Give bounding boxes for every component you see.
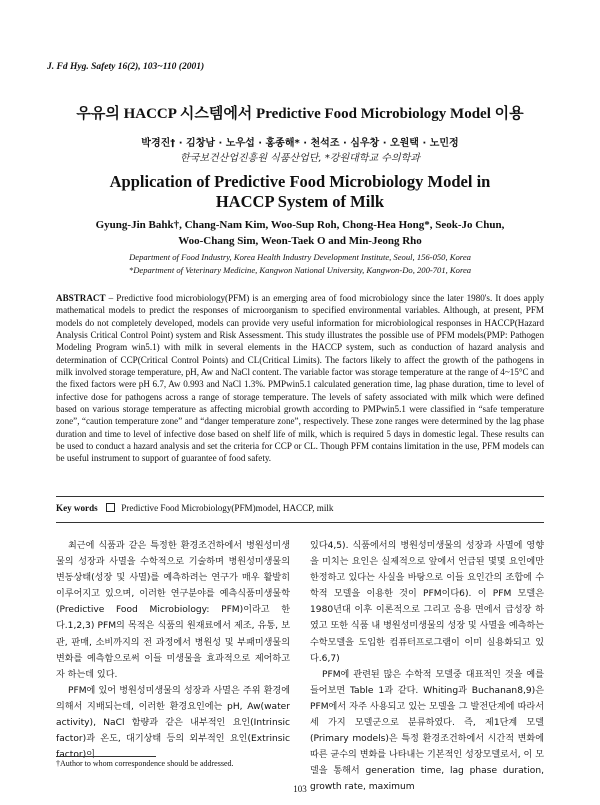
abstract-heading: ABSTRACT [56, 293, 106, 303]
english-authors-line2: Woo-Chang Sim, Weon-Taek O and Min-Jeong Rho [178, 235, 422, 247]
body-paragraph: PFM에 있어 병원성미생물의 성장과 사멸은 주위 환경에 의해서 지배되는데, 이러한 환경요인에는 pH, Aw(water activity), NaCl 함량과 같은 내부적인 요인(Intrinsic factor)과 온도, 대기상태 등의 외부적인 요인(Extrinsic factor)이 [56, 685, 290, 761]
abstract [56, 292, 544, 465]
korean-authors: 박경진† · 김창남 · 노우섭 · 홍종해* · 천석조 · 심우창 · 오원택 · 노민정 [141, 138, 459, 149]
korean-affiliation: 한국보건산업진흥원 식품산업단, *강원대학교 수의학과 [180, 153, 420, 164]
english-title [60, 172, 540, 212]
keywords-bottom-rule [56, 522, 544, 523]
english-authors [60, 217, 540, 249]
english-title-line2: HACCP System of Milk [215, 192, 385, 211]
footnote-rule [56, 756, 156, 757]
english-authors-line1: Gyung-Jin Bahk†, Chang-Nam Kim, Woo-Sup Roh, Chong-Hea Hong*, Seok-Jo Chun, [95, 219, 505, 231]
body-paragraph: PFM에 관련된 많은 수학적 모델중 대표적인 것을 예를 들어보면 Table 1과 같다. Whiting과 Buchanan8,9)은 PFM에서 자주 사용되고 있는 모델을 그 발전단계에 따라서 세 가지 모델군으로 분류하였다. 즉, 제1단계 모델(Primary models)은 특정 환경조건하에서 시간적 변화에 따른 균수의 변화를 나타내는 기본적인 성장모델로서, 이 모델을 통해서 generation time, lag phase duration, growth rate, maximum [310, 669, 544, 793]
body-paragraph: 있다4,5). 식품에서의 병원성미생물의 성장과 사멸에 영향을 미치는 요인은 실제적으로 앞에서 언급된 몇몇 요인에만 한정하고 있다는 사실을 바탕으로 이들 요인간의 조합에 수학적 모델을 이용한 것이 PFM이다6). 이 PFM 모델은 1980년대 이후 이론적으로 그리고 응용 면에서 급성장 하였고 또한 식품 내 병원성미생물의 성장 및 사멸을 예측하는 수학모델을 도입한 컴퓨터프로그램이 이미 실용화되고 있다.6,7) [310, 541, 544, 664]
english-affiliations [40, 251, 560, 277]
body-column-right [310, 538, 544, 796]
keywords [56, 503, 544, 513]
journal-citation: J. Fd Hyg. Safety 16(2), 103~110 (2001) [47, 62, 205, 72]
affiliation-1: Department of Food Industry, Korea Health Industry Development Institute, Seoul, 156-050, Korea [129, 252, 471, 262]
english-title-line1: Application of Predictive Food Microbiology Model in [109, 172, 491, 191]
keywords-heading: Key words [56, 503, 98, 513]
korean-title: 우유의 HACCP 시스템에서 Predictive Food Microbiology Model 이용 [76, 106, 524, 122]
keywords-top-rule [56, 496, 544, 497]
footnote: †Author to whom correspondence should be addressed. [56, 759, 234, 768]
abstract-text: – Predictive food microbiology(PFM) is an emerging area of food microbiology since the later 1980's. It does apply mathematical models to predict the responses of microorganism to specified environmental variables. Although, at present, PFM models do not completely developed, models can provide very useful information for microbiological responses in HACCP(Hazard Analysis Critical Control Point) system and Risk Assessment. This study illustrates the possible use of PFM models(PMP: Pathogen Modeling Program win5.1) with milk in several elements in the HACCP system, such as conduction of hazard analysis and determination of CCP(Critical Control Points) and CL(Critical Limits). The factors likely to affect the growth of the pathogens in milk involved storage temperature, pH, Aw and NaCl content. The variable factor was storage temperature at the range of 4~15°C and the fixed factors were pH 6.7, Aw 0.993 and NaCl 1.3%. PMPwin5.1 calculated generation time, lag phase duration, time to level of infective dose for pathogens across a range of storage temperature. The levels of safety associated with milk which were defined based on various storage temperature as affecting microbial growth according to PMPwin5.1 were classified in “safe temperature zone”, “caution temperature zone” and “danger temperature zone”, respectively. These zone ranges were determined by the lag phase duration and time to level of infective dose based on shelf life of milk, which is required 5 days in domestic legal. These results can be used to conduct a hazard analysis and set the criteria for CCP or CL. Though PFM contains limitation in the use, PFM models can be useful instrument to support of guarantee of food safety. [56, 293, 544, 464]
body-paragraph: 최근에 식품과 같은 특정한 환경조건하에서 병원성미생물의 성장과 사멸을 수학적으로 기술하며 병원성미생물의 변동상태(성장 및 사멸)를 예측하려는 연구가 매우 활발히 이루어지고 있으며, 이러한 연구분야를 예측식품미생물학(Predictive Food Microbiology: PFM)이라고 한다.1,2,3) PFM의 목적은 식품의 원재료에서 제조, 유통, 보관, 판매, 소비까지의 전 과정에서 병원성 및 부패미생물의 변화를 예측함으로써 이들 미생물을 효과적으로 제어하고자 하는데 있다. [56, 541, 290, 680]
checkbox-square-icon [106, 503, 115, 512]
body-column-left [56, 538, 290, 763]
affiliation-2: *Department of Veterinary Medicine, Kangwon National University, Kangwon-Do, 200-701, Korea [128, 265, 472, 275]
page-number: 103 [293, 784, 307, 794]
keywords-text: Predictive Food Microbiology(PFM)model, HACCP, milk [121, 503, 334, 513]
